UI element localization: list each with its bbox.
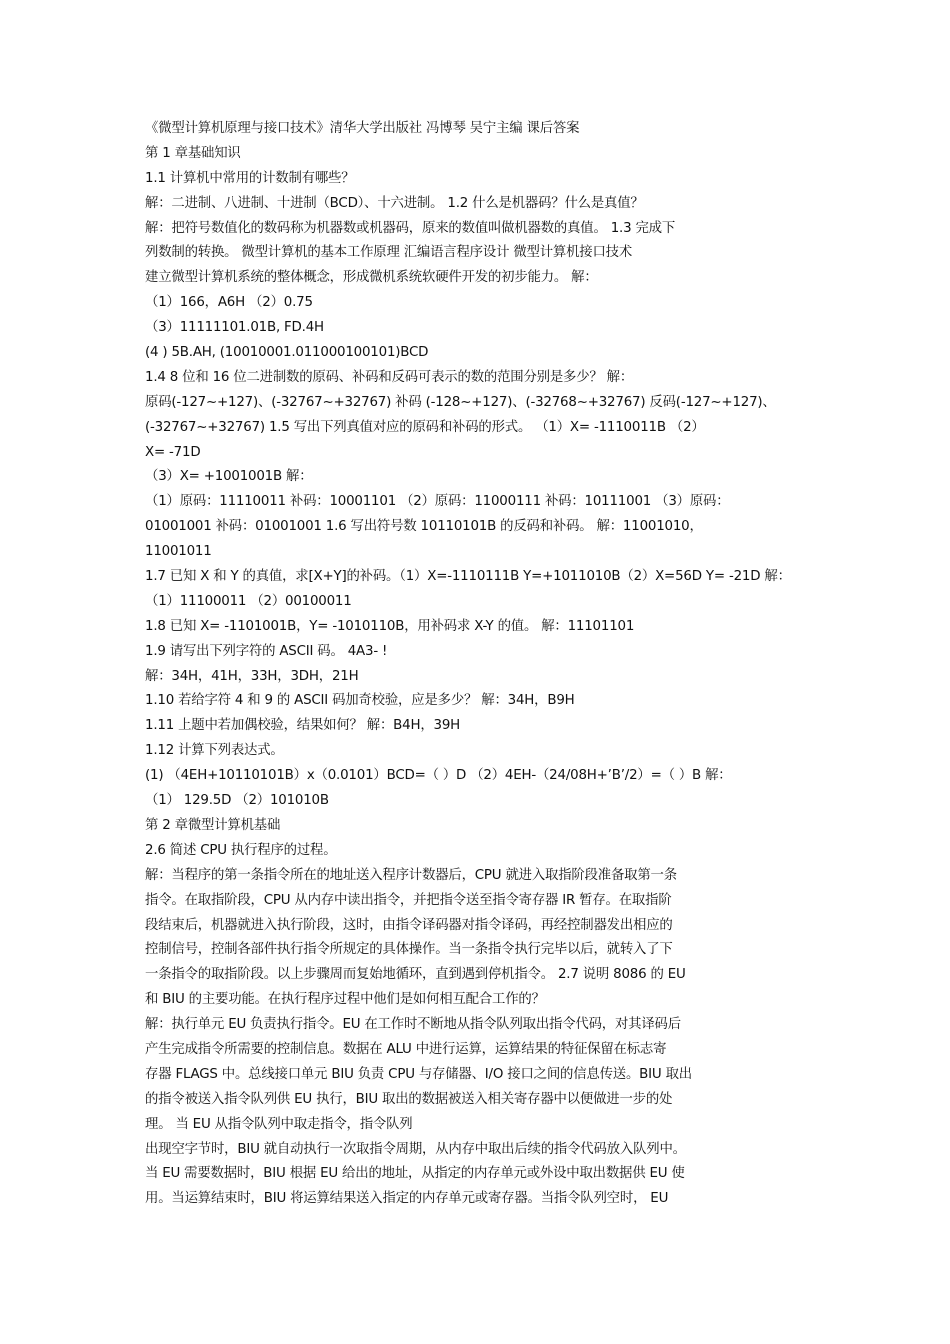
text-line: 1.1 计算机中常用的计数制有哪些？ bbox=[145, 170, 355, 186]
text-line: 2.6 简述 CPU 执行程序的过程。 bbox=[145, 842, 337, 858]
text-line: 1.8 已知 X= -1101001B，Y= -1010110B，用补码求 X-Y 的值。 解：11101101 bbox=[145, 618, 635, 634]
text-line: 解：34H，41H，33H，3DH，21H bbox=[145, 668, 359, 684]
text-line: (-32767~+32767) 1.5 写出下列真值对应的原码和补码的形式。 （1）X= -1110011B （2） bbox=[145, 419, 705, 435]
text-line: 解：执行单元 EU 负责执行指令。EU 在工作时不断地从指令队列取出指令代码，对其译码后 bbox=[145, 1017, 681, 1033]
text-line: 11001011 bbox=[145, 544, 212, 560]
text-line: 段结束后，机器就进入执行阶段，这时，由指令译码器对指令译码，再经控制器发出相应的 bbox=[145, 917, 673, 933]
text-line: 用。当运算结束时，BIU 将运算结果送入指定的内存单元或寄存器。当指令队列空时， EU bbox=[145, 1191, 669, 1207]
text-line: （1）166，A6H （2）0.75 bbox=[145, 295, 313, 311]
text-line: 01001001 补码：01001001 1.6 写出符号数 10110101B 的反码和补码。 解：11001010， bbox=[145, 519, 703, 535]
document-page bbox=[145, 117, 810, 1212]
text-line: 1.9 请写出下列字符的 ASCII 码。 4A3- ! bbox=[145, 643, 388, 659]
text-line: 1.11 上题中若加偶校验，结果如何？ 解：B4H，39H bbox=[145, 718, 461, 734]
text-line: （1）原码：11110011 补码：10001101 （2）原码：11000111 补码：10111001 （3）原码： bbox=[145, 494, 730, 510]
text-line: 1.12 计算下列表达式。 bbox=[145, 743, 284, 759]
chapter-1-heading: 第 1 章基础知识 bbox=[145, 145, 241, 161]
text-line: 解：二进制、八进制、十进制（BCD）、十六进制。 1.2 什么是机器码？什么是真值？ bbox=[145, 195, 644, 211]
document-title: 《微型计算机原理与接口技术》清华大学出版社 冯博琴 吴宁主编 课后答案 bbox=[145, 121, 580, 136]
text-line: 一条指令的取指阶段。以上步骤周而复始地循环，直到遇到停机指令。 2.7 说明 8086 的 EU bbox=[145, 967, 686, 983]
text-line: 1.7 已知 X 和 Y 的真值，求[X+Y]的补码。（1）X=-1110111B Y=+1011010B（2）X=56D Y= -21D 解： bbox=[145, 569, 791, 585]
text-line: 存器 FLAGS 中。总线接口单元 BIU 负责 CPU 与存储器、I/O 接口之间的信息传送。BIU 取出 bbox=[145, 1066, 692, 1082]
text-line: 原码(-127~+127)、(-32767~+32767) 补码 (-128~+127)、(-32768~+32767) 反码(-127~+127)、 bbox=[145, 394, 776, 410]
text-line: (1) （4EH+10110101B）x（0.0101）BCD=（ ）D （2）4EH-（24/08H+’B’/2）=（ ）B 解： bbox=[145, 768, 732, 784]
text-line: （3）X= +1001001B 解： bbox=[145, 469, 313, 485]
text-line: 列数制的转换。 微型计算机的基本工作原理 汇编语言程序设计 微型计算机接口技术 bbox=[145, 245, 633, 261]
text-line: 解：把符号数值化的数码称为机器数或机器码，原来的数值叫做机器数的真值。 1.3 完成下 bbox=[145, 220, 676, 236]
text-line: 1.4 8 位和 16 位二进制数的原码、补码和反码可表示的数的范围分别是多少？ 解： bbox=[145, 369, 634, 385]
text-line: 1.10 若给字符 4 和 9 的 ASCII 码加奇校验，应是多少？ 解：34H，B9H bbox=[145, 693, 575, 709]
text-line: （1） 129.5D （2）101010B bbox=[145, 793, 329, 809]
text-line: 理。 当 EU 从指令队列中取走指令，指令队列 bbox=[145, 1116, 413, 1132]
text-line: （3）11111101.01B, FD.4H bbox=[145, 320, 324, 336]
text-line: 指令。在取指阶段，CPU 从内存中读出指令，并把指令送至指令寄存器 IR 暂存。在取指阶 bbox=[145, 892, 672, 908]
text-line: 解：当程序的第一条指令所在的地址送入程序计数器后，CPU 就进入取指阶段准备取第一条 bbox=[145, 867, 677, 883]
text-line: 建立微型计算机系统的整体概念，形成微机系统软硬件开发的初步能力。 解： bbox=[145, 270, 598, 286]
text-line: X= -71D bbox=[145, 444, 201, 460]
text-line: 当 EU 需要数据时，BIU 根据 EU 给出的地址，从指定的内存单元或外设中取出数据供 EU 使 bbox=[145, 1166, 685, 1182]
text-line: 的指令被送入指令队列供 EU 执行，BIU 取出的数据被送入相关寄存器中以便做进一步的处 bbox=[145, 1091, 673, 1107]
chapter-2-heading: 第 2 章微型计算机基础 bbox=[145, 817, 281, 833]
text-line: 控制信号，控制各部件执行指令所规定的具体操作。当一条指令执行完毕以后，就转入了下 bbox=[145, 942, 673, 958]
text-line: 产生完成指令所需要的控制信息。数据在 ALU 中进行运算，运算结果的特征保留在标志寄 bbox=[145, 1041, 667, 1057]
text-line: (4 ) 5B.AH, (10010001.011000100101)BCD bbox=[145, 345, 429, 361]
text-line: 出现空字节时，BIU 就自动执行一次取指令周期，从内存中取出后续的指令代码放入队列中。 bbox=[145, 1141, 686, 1157]
text-line: （1）11100011 （2）00100011 bbox=[145, 593, 352, 609]
text-line: 和 BIU 的主要功能。在执行程序过程中他们是如何相互配合工作的？ bbox=[145, 992, 545, 1008]
